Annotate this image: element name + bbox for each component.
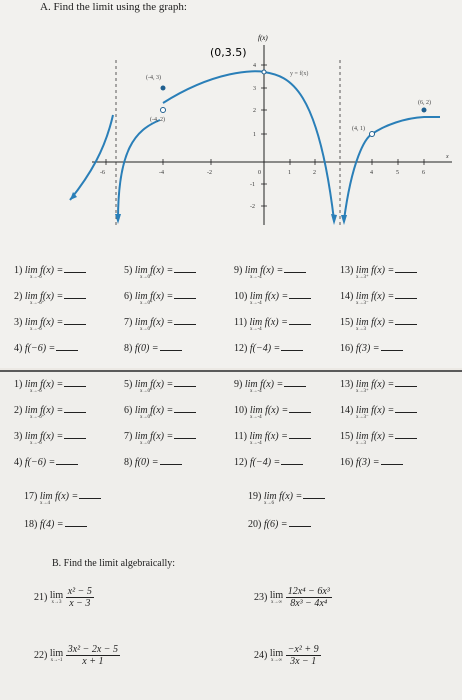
algebraic-question-22 [34, 644, 120, 667]
question-text: lim f(x) = [24, 265, 64, 276]
question-number: 16) [340, 343, 356, 354]
question-text: lim f(x) = [24, 317, 64, 328]
question-text: lim f(x) = [134, 317, 174, 328]
limit-subscript: x→-6⁺ [30, 301, 45, 306]
question-number: 12) [234, 457, 250, 468]
question-text: lim f(x) = [355, 379, 395, 390]
answer-blank[interactable] [303, 490, 325, 499]
x-tick-label: -6 [100, 170, 105, 176]
limit-subscript: x→3 [356, 441, 366, 446]
answer-blank[interactable] [64, 316, 86, 325]
question-number: 2) [14, 405, 25, 416]
answer-blank[interactable] [289, 430, 311, 439]
question-number: 17) [24, 491, 40, 502]
handwritten-annotation: (0,3.5) [210, 46, 247, 59]
x-tick-label: 2 [313, 170, 316, 176]
curve-right-branch [344, 117, 440, 220]
question-text: lim f(x) = [249, 291, 289, 302]
answer-blank[interactable] [284, 264, 306, 273]
limit-operator: lim x→∞ [269, 647, 284, 663]
question-number: 24) [254, 649, 270, 661]
answer-blank[interactable] [64, 404, 86, 413]
question-9 [234, 378, 306, 394]
question-3 [14, 316, 86, 332]
limit-operator: lim x→-1 [49, 647, 64, 663]
x-tick-label: -2 [207, 170, 212, 176]
limit-subscript: x→-6 [30, 441, 42, 446]
question-number: 4) [14, 343, 25, 354]
x-tick-label: 4 [370, 170, 373, 176]
limit-subscript: x→3⁻ [356, 415, 369, 420]
point-label: (-4, 2) [150, 117, 165, 123]
question-text: lim f(x) = [263, 491, 303, 502]
question-text: lim f(x) = [249, 405, 289, 416]
numerator: −x² + 9 [287, 644, 319, 655]
denominator: x + 1 [82, 656, 104, 667]
question-10 [234, 290, 311, 306]
question-4 [14, 342, 78, 354]
question-number: 15) [340, 431, 356, 442]
question-20 [248, 518, 311, 530]
question-number: 3) [14, 317, 25, 328]
question-3 [14, 430, 86, 446]
question-text: lim f(x) = [134, 405, 174, 416]
limit-subscript: x→0⁺ [140, 301, 153, 306]
question-16 [340, 456, 403, 468]
algebraic-question-24 [254, 644, 321, 667]
question-number: 15) [340, 317, 356, 328]
question-text: lim f(x) = [355, 265, 395, 276]
question-text: lim f(x) = [39, 491, 79, 502]
question-text: lim f(x) = [355, 405, 395, 416]
question-text: lim f(x) = [244, 379, 284, 390]
question-5 [124, 378, 196, 394]
question-16 [340, 342, 403, 354]
algebraic-question-23 [254, 586, 332, 609]
curve-middle-hump [163, 71, 334, 220]
question-text: f(−6) = [24, 343, 56, 354]
limit-subscript: x→-6 [30, 275, 42, 280]
question-13 [340, 264, 417, 280]
answer-blank[interactable] [174, 316, 196, 325]
question-text: lim f(x) = [134, 265, 174, 276]
fraction [66, 586, 94, 609]
question-number: 22) [34, 649, 50, 661]
y-tick-label: -1 [250, 182, 255, 188]
question-text: f(4) = [39, 519, 64, 530]
y-tick-label: -2 [250, 204, 255, 210]
question-1 [14, 378, 86, 394]
question-number: 14) [340, 405, 356, 416]
section-b-title: B. Find the limit algebraically: [52, 558, 176, 569]
question-number: 14) [340, 291, 356, 302]
question-5 [124, 264, 196, 280]
question-2 [14, 404, 86, 420]
question-text: lim f(x) = [355, 291, 395, 302]
answer-blank[interactable] [289, 290, 311, 299]
question-text: f(−4) = [249, 457, 281, 468]
answer-blank[interactable] [395, 404, 417, 413]
limit-subscript: x→3 [356, 327, 366, 332]
numerator: 3x² − 2x − 5 [67, 644, 119, 655]
question-text: lim f(x) = [355, 317, 395, 328]
answer-blank[interactable] [64, 290, 86, 299]
answer-blank[interactable] [174, 404, 196, 413]
question-number: 2) [14, 291, 25, 302]
arrow-down-right [331, 214, 337, 225]
denominator: 3x − 1 [290, 656, 317, 667]
question-number: 8) [124, 343, 135, 354]
y-tick-label: 4 [253, 63, 256, 69]
question-6 [124, 290, 196, 306]
question-13 [340, 378, 417, 394]
answer-blank[interactable] [160, 456, 182, 465]
question-number: 5) [124, 379, 135, 390]
answer-blank[interactable] [56, 456, 78, 465]
question-number: 23) [254, 591, 270, 603]
limit-subscript: x→0 [140, 441, 150, 446]
numerator: 12x⁴ − 6x³ [287, 586, 330, 597]
answer-blank[interactable] [79, 490, 101, 499]
limit-subscript: x→-6 [30, 327, 42, 332]
point-0-3-5 [262, 70, 266, 74]
question-text: lim f(x) = [24, 405, 64, 416]
question-number: 7) [124, 431, 135, 442]
denominator: 8x³ − 4x⁴ [290, 598, 328, 609]
numerator: x² − 5 [67, 586, 92, 597]
question-2 [14, 290, 86, 306]
point-label: (-4, 3) [146, 75, 161, 81]
question-11 [234, 430, 311, 446]
arrow-down-far-right [341, 215, 347, 225]
question-19 [248, 490, 325, 506]
question-15 [340, 430, 417, 446]
section-a-title: A. Find the limit using the graph: [40, 1, 187, 13]
answer-blank[interactable] [64, 378, 86, 387]
question-number: 18) [24, 519, 40, 530]
answer-blank[interactable] [65, 518, 87, 527]
fraction [66, 644, 120, 667]
answer-blank[interactable] [395, 290, 417, 299]
limit-subscript: x→-4 [250, 327, 262, 332]
answer-blank[interactable] [395, 264, 417, 273]
answer-blank[interactable] [289, 316, 311, 325]
question-number: 11) [234, 317, 250, 328]
question-number: 10) [234, 291, 250, 302]
question-number: 9) [234, 265, 245, 276]
question-17 [24, 490, 101, 506]
fraction [286, 586, 332, 609]
x-tick-label: 1 [288, 170, 291, 176]
question-text: f(3) = [355, 457, 380, 468]
answer-blank[interactable] [381, 456, 403, 465]
point-label: (4, 1) [352, 126, 365, 132]
limit-subscript: x→-4 [250, 301, 262, 306]
answer-blank[interactable] [395, 430, 417, 439]
question-7 [124, 316, 196, 332]
curve-label: y = f(x) [290, 71, 309, 77]
question-number: 6) [124, 405, 135, 416]
point-label: (6, 2) [418, 100, 431, 106]
answer-blank[interactable] [289, 518, 311, 527]
answer-blank[interactable] [174, 378, 196, 387]
question-12 [234, 456, 303, 468]
y-axis-label: f(x) [258, 34, 268, 42]
question-11 [234, 316, 311, 332]
question-text: lim f(x) = [134, 431, 174, 442]
x-tick-labels [100, 154, 449, 176]
limit-subscript: x→3⁺ [356, 275, 369, 280]
point-minus4-2-open [161, 108, 166, 113]
limit-graph [0, 0, 462, 250]
answer-blank[interactable] [281, 342, 303, 351]
question-text: f(6) = [263, 519, 288, 530]
question-number: 13) [340, 265, 356, 276]
worksheet-bottom-photo [0, 370, 462, 700]
question-9 [234, 264, 306, 280]
question-12 [234, 342, 303, 354]
question-text: f(−4) = [249, 343, 281, 354]
question-text: lim f(x) = [24, 291, 64, 302]
question-text: f(0) = [134, 457, 159, 468]
question-number: 5) [124, 265, 135, 276]
question-number: 6) [124, 291, 135, 302]
answer-blank[interactable] [174, 264, 196, 273]
question-10 [234, 404, 311, 420]
limit-subscript: x→3⁺ [356, 389, 369, 394]
question-text: f(−6) = [24, 457, 56, 468]
point-6-2 [422, 108, 427, 113]
answer-blank[interactable] [174, 290, 196, 299]
point-4-1-open [370, 132, 375, 137]
question-text: f(0) = [134, 343, 159, 354]
question-text: lim f(x) = [134, 379, 174, 390]
question-number: 20) [248, 519, 264, 530]
y-tick-label: 3 [253, 86, 256, 92]
limit-operator: lim x→3 [49, 589, 64, 605]
limit-subscript: x→-4 [250, 415, 262, 420]
question-6 [124, 404, 196, 420]
question-number: 19) [248, 491, 264, 502]
question-number: 8) [124, 457, 135, 468]
curve-left-branch [70, 115, 113, 200]
limit-subscript: x→0⁻ [140, 275, 153, 280]
answer-blank[interactable] [64, 430, 86, 439]
question-text: lim f(x) = [244, 265, 284, 276]
question-number: 3) [14, 431, 25, 442]
question-18 [24, 518, 87, 530]
limit-subscript: x→-4 [250, 275, 262, 280]
limit-subscript: x→0⁺ [140, 415, 153, 420]
answer-blank[interactable] [284, 378, 306, 387]
question-14 [340, 404, 417, 420]
x-tick-label: -4 [159, 170, 164, 176]
answer-blank[interactable] [395, 378, 417, 387]
answer-blank[interactable] [174, 430, 196, 439]
answer-blank[interactable] [289, 404, 311, 413]
question-number: 11) [234, 431, 250, 442]
limit-subscript: x→0⁻ [140, 389, 153, 394]
algebraic-question-21 [34, 586, 94, 609]
question-text: lim f(x) = [249, 431, 288, 442]
question-text: lim f(x) = [134, 291, 174, 302]
limit-subscript: x→-4 [250, 389, 262, 394]
limit-subscript: x→3⁻ [356, 301, 369, 306]
y-tick-label: 1 [253, 132, 256, 138]
question-text: f(3) = [355, 343, 380, 354]
question-text: lim f(x) = [355, 431, 395, 442]
limit-operator: lim x→∞ [269, 589, 284, 605]
x-tick-label: 0 [258, 170, 261, 176]
answer-blank[interactable] [381, 342, 403, 351]
limit-subscript: x→6 [264, 501, 274, 506]
question-number: 16) [340, 457, 356, 468]
limit-subscript: x→-6⁺ [30, 415, 45, 420]
y-tick-labels [250, 63, 256, 210]
fraction [286, 644, 321, 667]
x-axis-label: x [446, 154, 449, 160]
question-number: 7) [124, 317, 135, 328]
question-8 [124, 456, 182, 468]
y-tick-label: 2 [253, 108, 256, 114]
question-15 [340, 316, 417, 332]
point-minus4-3 [161, 86, 166, 91]
answer-blank[interactable] [395, 316, 417, 325]
question-8 [124, 342, 182, 354]
question-number: 21) [34, 591, 50, 603]
answer-blank[interactable] [281, 456, 303, 465]
limit-subscript: x→-6 [30, 389, 42, 394]
question-number: 4) [14, 457, 25, 468]
question-number: 12) [234, 343, 250, 354]
answer-blank[interactable] [160, 342, 182, 351]
denominator: x − 3 [69, 598, 91, 609]
question-text: lim f(x) = [24, 379, 64, 390]
limit-subscript: x→-4 [250, 441, 262, 446]
x-tick-label: 5 [396, 170, 399, 176]
question-number: 1) [14, 379, 25, 390]
curve-middle-rising [118, 120, 160, 220]
limit-subscript: x→0 [140, 327, 150, 332]
question-text: lim f(x) = [24, 431, 64, 442]
question-14 [340, 290, 417, 306]
answer-blank[interactable] [56, 342, 78, 351]
question-7 [124, 430, 196, 446]
question-number: 1) [14, 265, 25, 276]
question-number: 13) [340, 379, 356, 390]
limit-subscript: x→4 [40, 501, 50, 506]
question-1 [14, 264, 86, 280]
question-number: 9) [234, 379, 245, 390]
x-tick-label: 6 [422, 170, 425, 176]
question-number: 10) [234, 405, 250, 416]
question-text: lim f(x) = [249, 317, 288, 328]
answer-blank[interactable] [64, 264, 86, 273]
question-4 [14, 456, 78, 468]
